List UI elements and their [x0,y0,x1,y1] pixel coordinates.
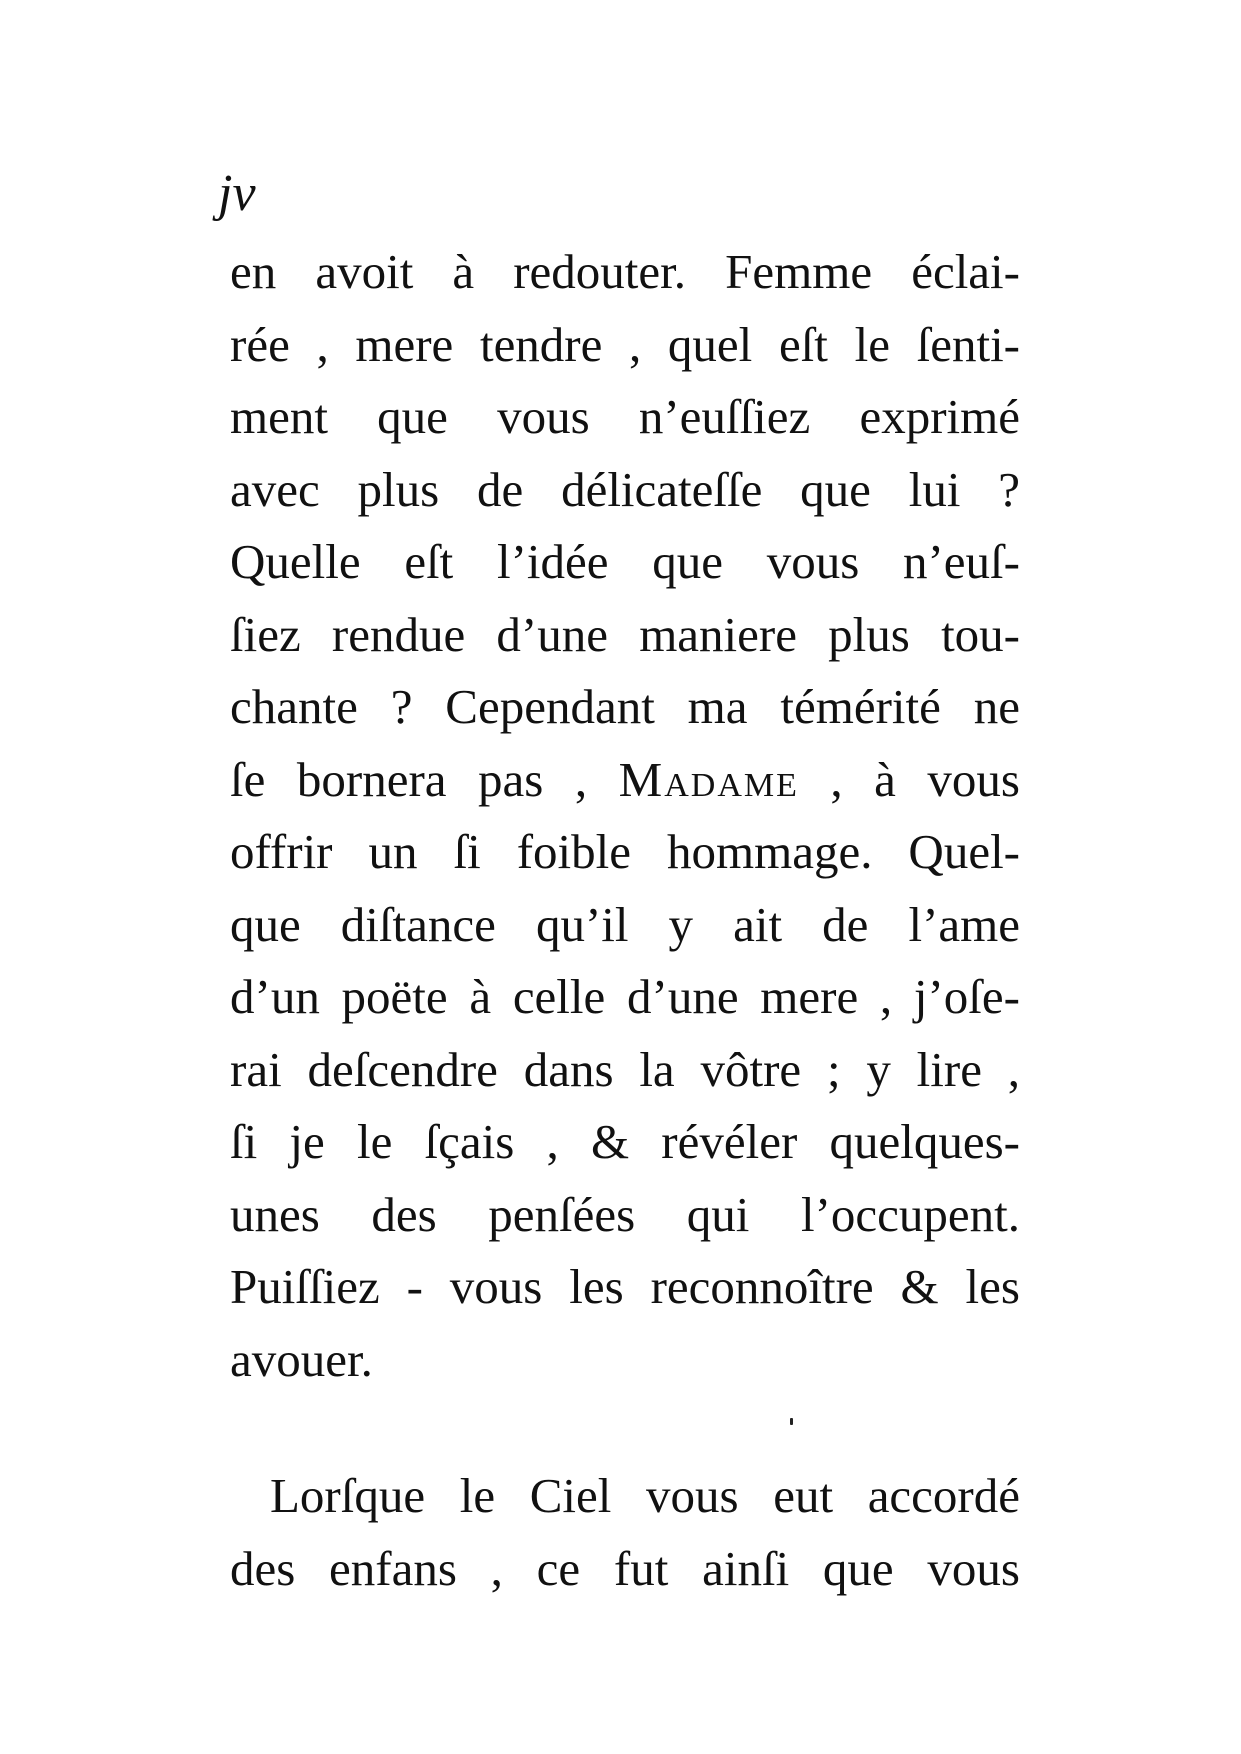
text-line: en avoit à redouter. Femme éclai- [230,244,1020,299]
text-line: d’un poëte à celle d’une mere , j’oſe- [230,969,1020,1024]
text-line: rai deſcendre dans la vôtre ; y lire , [230,1041,1020,1097]
text-line: offrir un ſi foible hommage. Quel- [230,824,1020,879]
text-line: avec plus de délicateſſe que lui ? [230,461,1020,517]
ink-speck [790,1418,793,1425]
text-line: unes des penſées qui l’occupent. [230,1186,1020,1242]
text-line: ſi je le ſçais , & révéler quelques- [230,1114,1020,1169]
text-line: des enfans , ce fut ainſi que vous [230,1540,1020,1596]
text-line: Quelle eſt l’idée que vous n’euſ- [230,534,1020,589]
text-line: Puiſſiez - vous les reconnoître & les [230,1259,1020,1314]
text-fragment: ſe bornera pas , [230,751,619,807]
text-line: que diſtance qu’il y ait de l’ame [230,896,1020,952]
smallcaps-word: Madame [618,751,799,807]
text-line: rée , mere tendre , quel eſt le ſenti- [230,316,1020,372]
text-line: ment que vous n’euſſiez exprimé [230,389,1020,444]
text-line: avouer. [230,1331,373,1387]
text-line: ſiez rendue d’une maniere plus tou- [230,606,1020,662]
text-line: Lorſque le Ciel vous eut accordé [270,1468,1020,1523]
paragraph-2 [230,1460,1020,1605]
text-line-with-smallcaps [230,744,1020,817]
paragraph-1 [230,236,1020,1396]
text-fragment: , à vous [798,751,1020,807]
text-line: chante ? Cependant ma témérité ne [230,679,1020,734]
page-number: jv [218,165,256,222]
